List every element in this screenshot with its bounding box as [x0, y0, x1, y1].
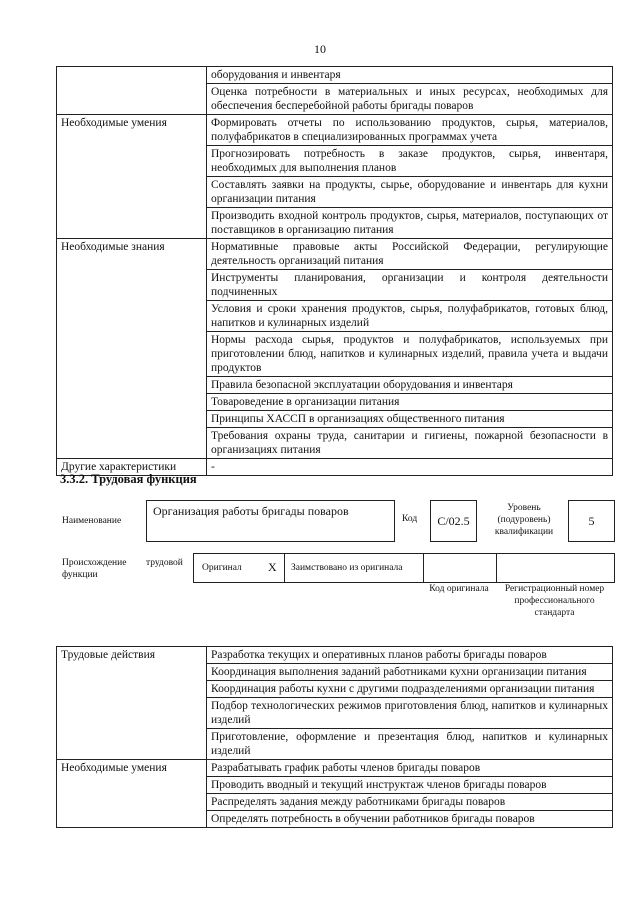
list-item: Разработка текущих и оперативных планов работы бригады поваров [207, 647, 613, 664]
code-original-label: Код оригинала [429, 584, 489, 594]
list-item: Принципы ХАССП в организациях общественного питания [207, 411, 613, 428]
list-item: Приготовление, оформление и презентация блюд, напитков и кулинарных изделий [207, 729, 613, 760]
origin-label-2: трудовой [146, 558, 183, 568]
level-value: 5 [568, 500, 615, 542]
list-item: Определять потребность в обучении работников бригады поваров [207, 811, 613, 828]
list-item: Распределять задания между работниками бригады поваров [207, 794, 613, 811]
list-item: Составлять заявки на продукты, сырье, оборудование и инвентарь для кухни организации питания [207, 177, 613, 208]
list-item: Оценка потребности в материальных и иных ресурсах, необходимых для обеспечения бесперебойной работы бригады поваров [207, 84, 613, 115]
table-row [57, 647, 613, 664]
borrowed-cell [284, 553, 424, 583]
list-item: Требования охраны труда, санитарии и гигиены, пожарной безопасности в организациях питания [207, 428, 613, 459]
competency-table-1 [56, 66, 613, 476]
list-item: Разрабатывать график работы членов бригады поваров [207, 760, 613, 777]
list-item: Условия и сроки хранения продуктов, сырья, полуфабрикатов, готовых блюд, напитков и кулинарных изделий [207, 301, 613, 332]
code-original-cell [423, 553, 497, 583]
list-item: Правила безопасной эксплуатации оборудования и инвентаря [207, 377, 613, 394]
registration-label: Регистрационный номер профессионального стандарта [504, 584, 605, 618]
table-row [57, 760, 613, 777]
original-mark: X [268, 560, 277, 574]
list-item: Нормы расхода сырья, продуктов и полуфабрикатов, используемых при приготовлении блюд, напитков и кулинарных изделий, правила учета и выдачи продуктов [207, 332, 613, 377]
list-item: Нормативные правовые акты Российской Федерации, регулирующие деятельность организаций питания [207, 239, 613, 270]
function-name-box [146, 500, 395, 542]
row-label: Необходимые знания [57, 239, 207, 459]
list-item: Прогнозировать потребность в заказе продуктов, сырья, инвентаря, необходимых для выполнения планов [207, 146, 613, 177]
origin-label-1: Происхождение [62, 558, 127, 568]
competency-table-2 [56, 646, 613, 828]
name-label: Наименование [62, 516, 122, 526]
row-label [57, 67, 207, 115]
row-label: Необходимые умения [57, 760, 207, 828]
table-row [57, 115, 613, 146]
page-number: 10 [314, 42, 326, 56]
registration-number-cell [496, 553, 615, 583]
code-label: Код [402, 514, 418, 524]
original-cell [193, 553, 285, 583]
borrowed-label: Заимствовано из оригинала [291, 563, 403, 573]
code-value: C/02.5 [430, 500, 477, 542]
list-item: Координация выполнения заданий работниками кухни организации питания [207, 664, 613, 681]
table-row [57, 239, 613, 270]
level-label: Уровень (подуровень) квалификации [494, 503, 554, 537]
row-label: Необходимые умения [57, 115, 207, 239]
original-label: Оригинал [202, 563, 242, 573]
list-item: Подбор технологических режимов приготовления блюд, напитков и кулинарных изделий [207, 698, 613, 729]
list-item: - [207, 459, 613, 476]
function-name-value: Организация работы бригады поваров [153, 504, 349, 518]
list-item: Формировать отчеты по использованию продуктов, сырья, материалов, полуфабрикатов в специализированных программах учета [207, 115, 613, 146]
table-row [57, 67, 613, 84]
row-label: Другие характеристики [57, 459, 207, 476]
list-item: оборудования и инвентаря [207, 67, 613, 84]
list-item: Товароведение в организации питания [207, 394, 613, 411]
origin-label-3: функции [62, 570, 98, 580]
list-item: Проводить вводный и текущий инструктаж членов бригады поваров [207, 777, 613, 794]
section-heading: 3.3.2. Трудовая функция [60, 472, 197, 486]
list-item: Инструменты планирования, организации и контроля деятельности подчиненных [207, 270, 613, 301]
list-item: Координация работы кухни с другими подразделениями организации питания [207, 681, 613, 698]
list-item: Производить входной контроль продуктов, сырья, материалов, поступающих от поставщиков в организацию питания [207, 208, 613, 239]
row-label: Трудовые действия [57, 647, 207, 760]
